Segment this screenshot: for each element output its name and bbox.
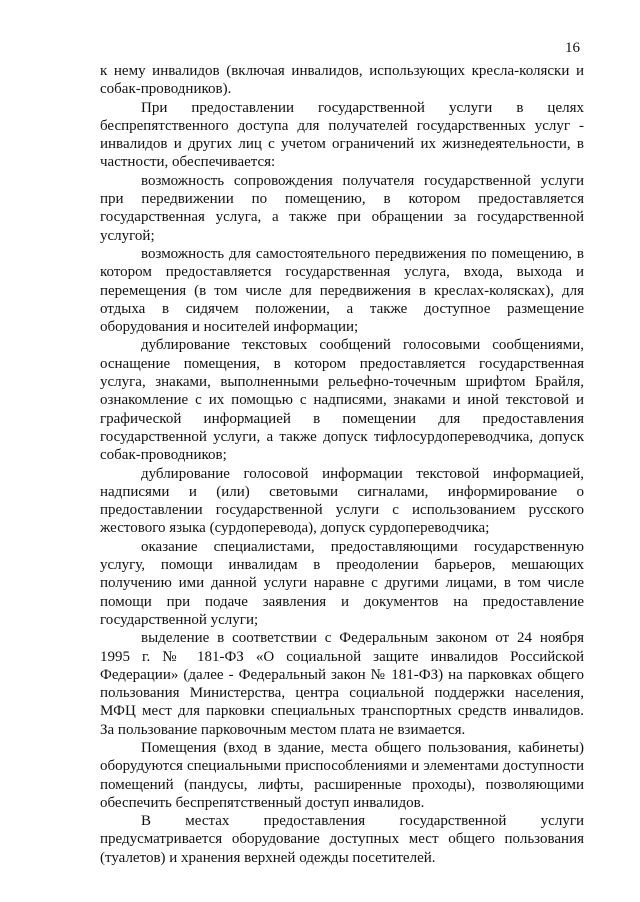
page-number: 16	[565, 40, 580, 56]
paragraph: В местах предоставления государственной услуги предусматривается оборудование доступных мест общего пользования (туалетов) и хранения верхней одежды посетителей.	[100, 813, 584, 866]
paragraph: возможность сопровождения получателя государственной услуги при передвижении по помещению, в котором предоставляется государственная услуга, а также при обращении за государственной услугой;	[100, 172, 584, 244]
paragraph: дублирование голосовой информации текстовой информацией, надписями и (или) световыми сигналами, информирование о предоставлении государственной услуги с использованием русского жестового языка (сурдоперевода), допуск сурдопереводчика;	[100, 465, 584, 537]
paragraph: дублирование текстовых сообщений голосовыми сообщениями, оснащение помещения, в котором предоставляется государственная услуга, знаками, выполненными рельефно-точечным шрифтом Брайля, ознакомление с их помощью с надписями, знаками и иной текстовой и графической информацией в помещении для предоставления государственной услуги, а также допуск тифлосурдопереводчика, допуск собак-проводников;	[100, 337, 584, 464]
paragraph: Помещения (вход в здание, места общего пользования, кабинеты) оборудуются специальными приспособлениями и элементами доступности помещений (пандусы, лифты, расширенные проходы), позволяющими обеспечить беспрепятственный доступ инвалидов.	[100, 739, 584, 811]
paragraph: к нему инвалидов (включая инвалидов, использующих кресла-коляски и собак-проводников).	[100, 63, 584, 98]
paragraph: При предоставлении государственной услуги в целях беспрепятственного доступа для получателей государственных услуг - инвалидов и других лиц с учетом ограничений их жизнедеятельности, в частности, обеспечивается:	[100, 99, 584, 171]
paragraph: выделение в соответствии с Федеральным законом от 24 ноября 1995 г. № 181-ФЗ «О социальной защите инвалидов Российской Федерации» (далее - Федеральный закон № 181-ФЗ) на парковках общего пользования Министерства, центра социальной поддержки населения, МФЦ мест для парковки специальных транспортных средств инвалидов. За пользование парковочным местом плата не взимается.	[100, 630, 584, 738]
paragraph: возможность для самостоятельного передвижения по помещению, в котором предоставляется государственная услуга, входа, выхода и перемещения (в том числе для передвижения в креслах-колясках), для отдыха в сидячем положении, а также доступное размещение оборудования и носителей информации;	[100, 245, 584, 336]
paragraph: оказание специалистами, предоставляющими государственную услугу, помощи инвалидам в преодолении барьеров, мешающих получению ими данной услуги наравне с другими лицами, в том числе помощи при подаче заявления и документов на предоставление государственной услуги;	[100, 538, 584, 628]
document-body	[100, 62, 584, 867]
